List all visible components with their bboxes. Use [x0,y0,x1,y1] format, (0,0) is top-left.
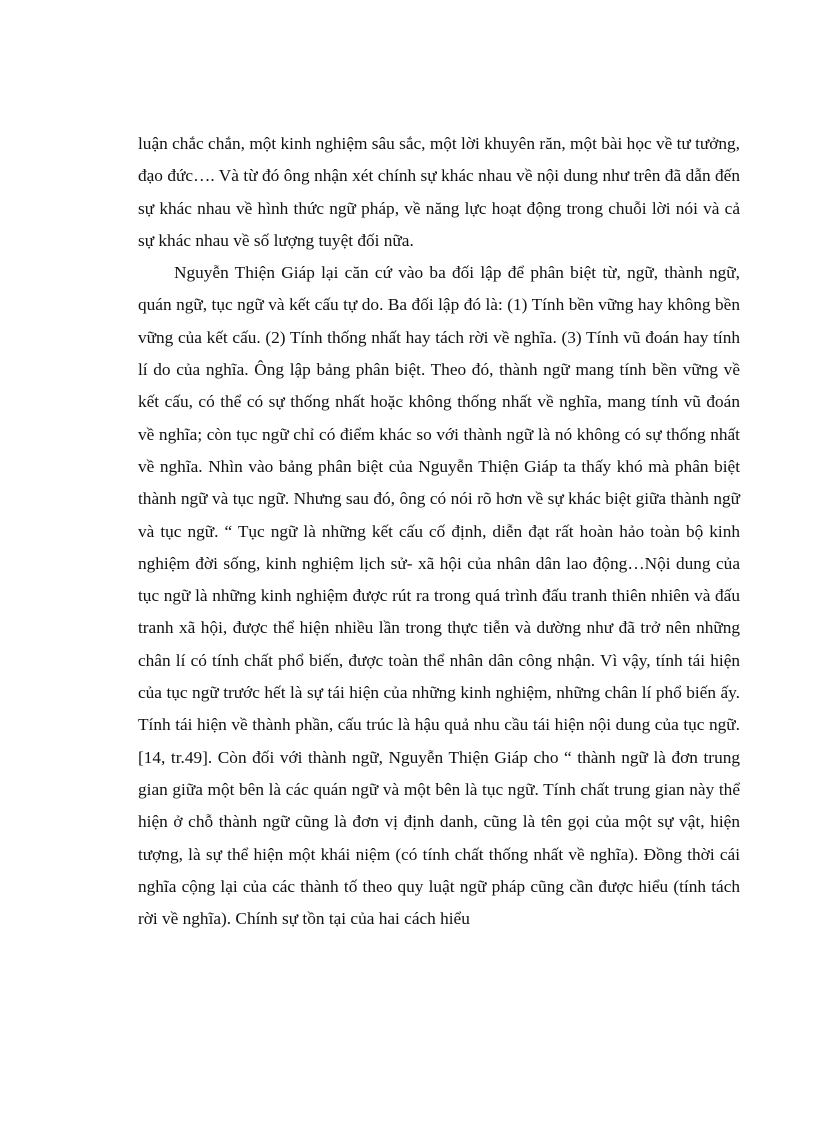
document-page [138,128,740,935]
paragraph-nguyen-thien-giap: Nguyễn Thiện Giáp lại căn cứ vào ba đối lập để phân biệt từ, ngữ, thành ngữ, quán ngữ, tục ngữ và kết cấu tự do. Ba đối lập đó là: (1) Tính bền vững hay không bền vững của kết cấu. (2) Tính thống nhất hay tách rời về nghĩa. (3) Tính vũ đoán hay tính lí do của nghĩa. Ông lập bảng phân biệt. Theo đó, thành ngữ mang tính bền vững về kết cấu, có thể có sự thống nhất hoặc không thống nhất về nghĩa, mang tính vũ đoán về nghĩa; còn tục ngữ chỉ có điểm khác so với thành ngữ là nó không có sự thống nhất về nghĩa. Nhìn vào bảng phân biệt của Nguyễn Thiện Giáp ta thấy khó mà phân biệt thành ngữ và tục ngữ. Nhưng sau đó, ông có nói rõ hơn về sự khác biệt giữa thành ngữ và tục ngữ. “ Tục ngữ là những kết cấu cố định, diễn đạt rất hoàn hảo toàn bộ kinh nghiệm đời sống, kinh nghiệm lịch sử- xã hội của nhân dân lao động…Nội dung của tục ngữ là những kinh nghiệm được rút ra trong quá trình đấu tranh thiên nhiên và đấu tranh xã hội, được thể hiện nhiều lần trong thực tiễn và dường như đã trở nên những chân lí có tính chất phổ biến, được toàn thể nhân dân công nhận. Vì vậy, tính tái hiện của tục ngữ trước hết là sự tái hiện của những kinh nghiệm, những chân lí phổ biến ấy. Tính tái hiện về thành phần, cấu trúc là hậu quả nhu cầu tái hiện nội dung của tục ngữ. [14, tr.49]. Còn đối với thành ngữ, Nguyễn Thiện Giáp cho “ thành ngữ là đơn trung gian giữa một bên là các quán ngữ và một bên là tục ngữ. Tính chất trung gian này thể hiện ở chỗ thành ngữ cũng là đơn vị định danh, cũng là tên gọi của một sự vật, hiện tượng, là sự thể hiện một khái niệm (có tính chất thống nhất về nghĩa). Đồng thời cái nghĩa cộng lại của các thành tố theo quy luật ngữ pháp cũng cần được hiểu (tính tách rời về nghĩa). Chính sự tồn tại của hai cách hiểu [138,263,740,929]
paragraph-continued: luận chắc chắn, một kinh nghiệm sâu sắc, một lời khuyên răn, một bài học về tư tưởng, đạo đức…. Và từ đó ông nhận xét chính sự khác nhau về nội dung như trên đã dẫn đến sự khác nhau về hình thức ngữ pháp, về năng lực hoạt động trong chuỗi lời nói và cả sự khác nhau về số lượng tuyệt đối nữa. [138,134,740,250]
